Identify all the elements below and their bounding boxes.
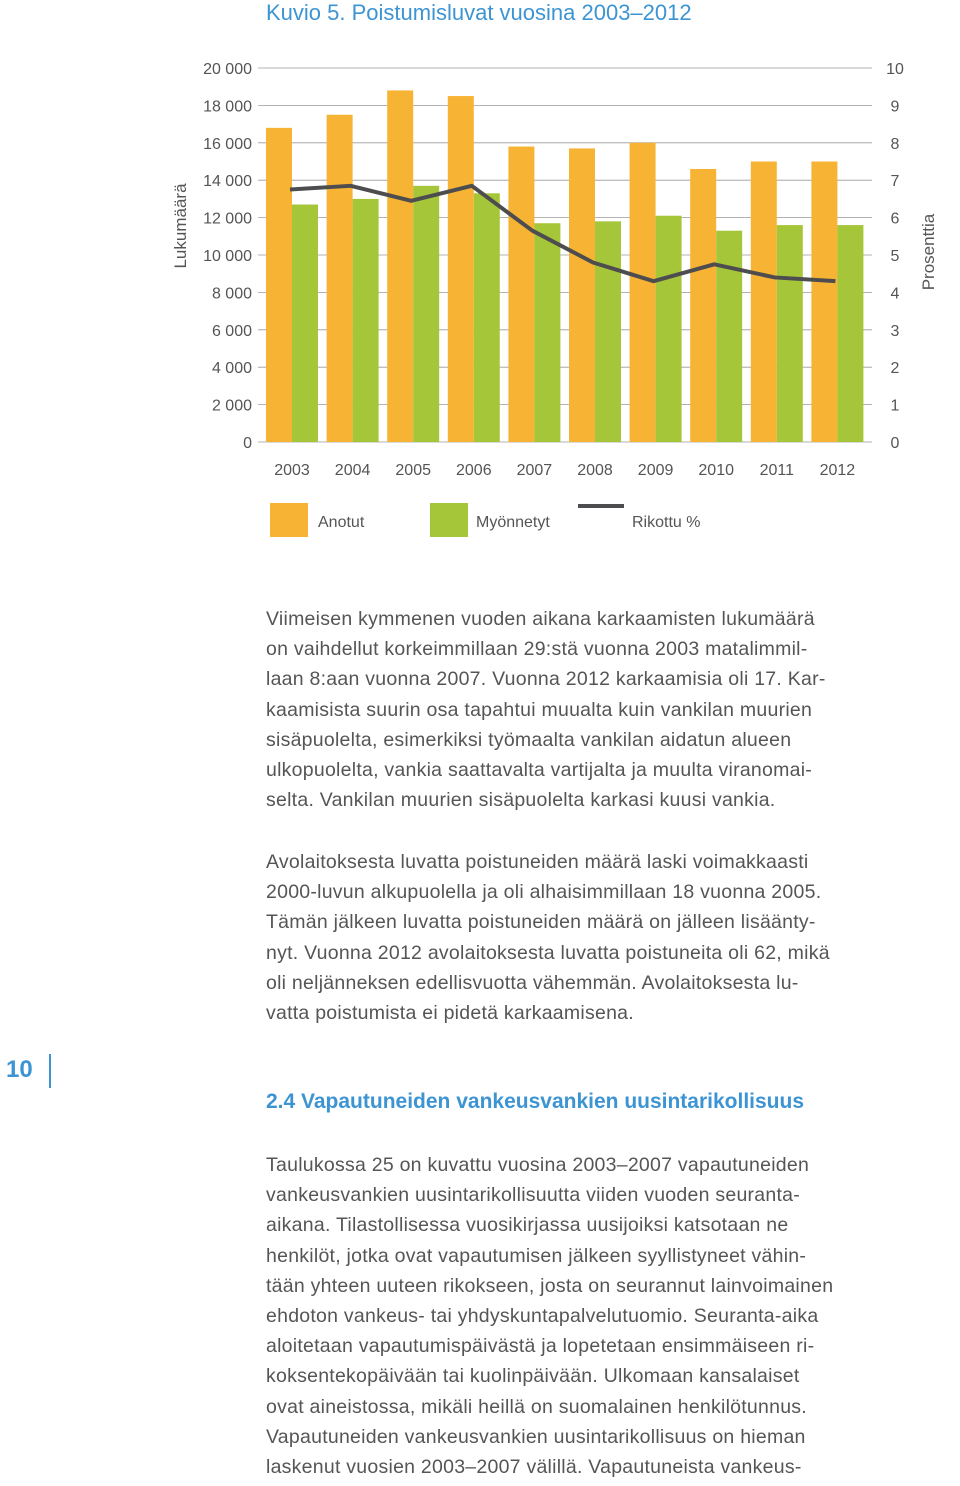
x-tick-label: 2007	[516, 462, 553, 479]
legend-swatch	[270, 503, 308, 537]
section-heading: 2.4 Vapautuneiden vankeusvankien uusintarikollisuus	[266, 1090, 805, 1113]
x-tick-label: 2010	[698, 462, 734, 479]
y-tick-label: 0	[243, 435, 252, 452]
paragraph-escapes	[266, 604, 959, 815]
bar-anotut	[266, 128, 292, 442]
text-line: aloitetaan vapautumispäivästä ja lopetetaan ensimmäiseen ri-	[266, 1335, 815, 1358]
bar-anotut	[327, 115, 353, 442]
bar-anotut	[811, 162, 837, 443]
text-line: oli neljänneksen edellisvuotta vähemmän. Avolaitoksesta lu-	[266, 971, 799, 994]
y-right-tick-label: 1	[890, 397, 900, 415]
y-right-tick-label: 4	[890, 285, 900, 303]
chart	[0, 40, 960, 550]
bar-myonnetyt	[656, 216, 682, 442]
x-tick-label: 2006	[456, 462, 492, 479]
x-tick-label: 2012	[819, 462, 856, 479]
x-tick-label: 2008	[577, 462, 613, 479]
text-line: Avolaitoksesta luvatta poistuneiden määrä laski voimakkaasti	[266, 851, 809, 873]
bar-anotut	[690, 169, 716, 442]
y-tick-label: 4 000	[211, 360, 252, 378]
bar-anotut	[448, 96, 474, 442]
bar-myonnetyt	[413, 186, 439, 442]
bar-myonnetyt	[353, 199, 379, 442]
text-line: Viimeisen kymmenen vuoden aikana karkaamisten lukumäärä	[266, 608, 815, 630]
x-tick-label: 2009	[637, 462, 674, 479]
y-tick-label: 12 000	[203, 210, 252, 228]
paragraph-open-institution	[266, 847, 959, 1028]
x-tick-label: 2003	[274, 462, 310, 479]
bar-myonnetyt	[595, 221, 621, 442]
page-number: 10	[6, 1056, 33, 1083]
text-line: Vapautuneiden vankeusvankien uusintarikollisuus on hieman	[266, 1425, 806, 1448]
figure-title: Kuvio 5. Poistumisluvat vuosina 2003–2012	[266, 0, 692, 25]
y-right-tick-label: 2	[890, 360, 900, 378]
bar-myonnetyt	[534, 223, 560, 442]
y-tick-label: 20 000	[203, 61, 252, 78]
bar-anotut	[751, 162, 777, 443]
x-tick-label: 2005	[395, 462, 431, 479]
y-tick-label: 6 000	[211, 322, 252, 340]
x-tick-label: 2004	[334, 462, 371, 479]
text-line: Taulukossa 25 on kuvattu vuosina 2003–2007 vapautuneiden	[266, 1154, 810, 1176]
y-axis-title: Lukumäärä	[171, 183, 190, 269]
bar-anotut	[630, 143, 656, 442]
page-number-divider	[49, 1054, 51, 1088]
text-line: henkilöt, jotka ovat vapautumisen jälkeen syyllistyneet vähin-	[266, 1244, 807, 1267]
text-line: nyt. Vuonna 2012 avolaitoksesta luvatta poistuneita oli 62, mikä	[266, 941, 830, 964]
text-line: vatta poistumista ei pidetä karkaamisena.	[266, 1002, 634, 1025]
text-line: kaamisista suurin osa tapahtui muualta kuin vankilan muurien	[266, 698, 813, 721]
y-right-tick-label: 8	[890, 135, 900, 153]
bar-anotut	[569, 148, 595, 442]
y-right-tick-label: 0	[890, 435, 900, 452]
text-line: ulkopuolelta, vankia saattavalta vartijalta ja muulta viranomai-	[266, 759, 813, 782]
x-tick-label: 2011	[759, 462, 795, 479]
bar-anotut	[387, 90, 413, 442]
y-right-tick-label: 10	[886, 61, 904, 78]
y-right-axis-title: Prosenttia	[919, 213, 938, 291]
text-line: ovat aineistossa, mikäli heillä on suomalainen henkilötunnus.	[266, 1395, 807, 1418]
bar-myonnetyt	[716, 231, 742, 442]
text-line: on vaihdellut korkeimmillaan 29:stä vuonna 2003 matalimmil-	[266, 638, 808, 661]
y-tick-label: 2 000	[211, 397, 252, 415]
y-tick-label: 18 000	[203, 98, 252, 116]
y-right-tick-label: 9	[890, 98, 900, 116]
text-line: sisäpuolelta, esimerkiksi työmaalta vankilan aidatun alueen	[266, 728, 792, 751]
text-line: vankeusvankien uusintarikollisuutta viiden vuoden seuranta-	[266, 1184, 800, 1207]
text-line: laan 8:aan vuonna 2007. Vuonna 2012 karkaamisia oli 17. Kar-	[266, 668, 826, 691]
bar-myonnetyt	[777, 225, 803, 442]
y-tick-label: 16 000	[203, 135, 252, 153]
paragraph-recidivism	[266, 1150, 959, 1482]
legend-label: Anotut	[318, 514, 365, 531]
legend-label: Rikottu %	[632, 514, 701, 531]
text-line: Tämän jälkeen luvatta poistuneiden määrä on jälleen lisäänty-	[266, 911, 816, 934]
bar-myonnetyt	[292, 205, 318, 442]
legend-label: Myönnetyt	[476, 514, 550, 531]
y-right-tick-label: 6	[890, 210, 900, 228]
text-line: laskenut vuosien 2003–2007 välillä. Vapautuneista vankeus-	[266, 1456, 802, 1479]
text-line: aikana. Tilastollisessa vuosikirjassa uusijoiksi katsotaan ne	[266, 1214, 789, 1237]
y-tick-label: 8 000	[211, 285, 252, 303]
bar-myonnetyt	[474, 193, 500, 442]
y-tick-label: 14 000	[203, 173, 252, 191]
text-line: koksentekopäivään tai kuolinpäivään. Ulkomaan kansalaiset	[266, 1365, 800, 1388]
y-right-tick-label: 5	[890, 248, 900, 265]
y-right-tick-label: 7	[890, 173, 900, 191]
text-line: selta. Vankilan muurien sisäpuolelta karkasi kuusi vankia.	[266, 789, 776, 812]
bar-myonnetyt	[837, 225, 863, 442]
y-tick-label: 10 000	[203, 248, 252, 265]
bar-anotut	[508, 147, 534, 442]
legend-swatch	[430, 503, 468, 537]
text-line: 2000-luvun alkupuolella ja oli alhaisimmillaan 18 vuonna 2005.	[266, 881, 822, 904]
text-line: tään yhteen uuteen rikokseen, josta on seurannut lainvoimainen	[266, 1274, 834, 1297]
text-line: ehdoton vankeus- tai yhdyskuntapalvelutuomio. Seuranta-aika	[266, 1305, 819, 1328]
y-right-tick-label: 3	[890, 322, 900, 340]
